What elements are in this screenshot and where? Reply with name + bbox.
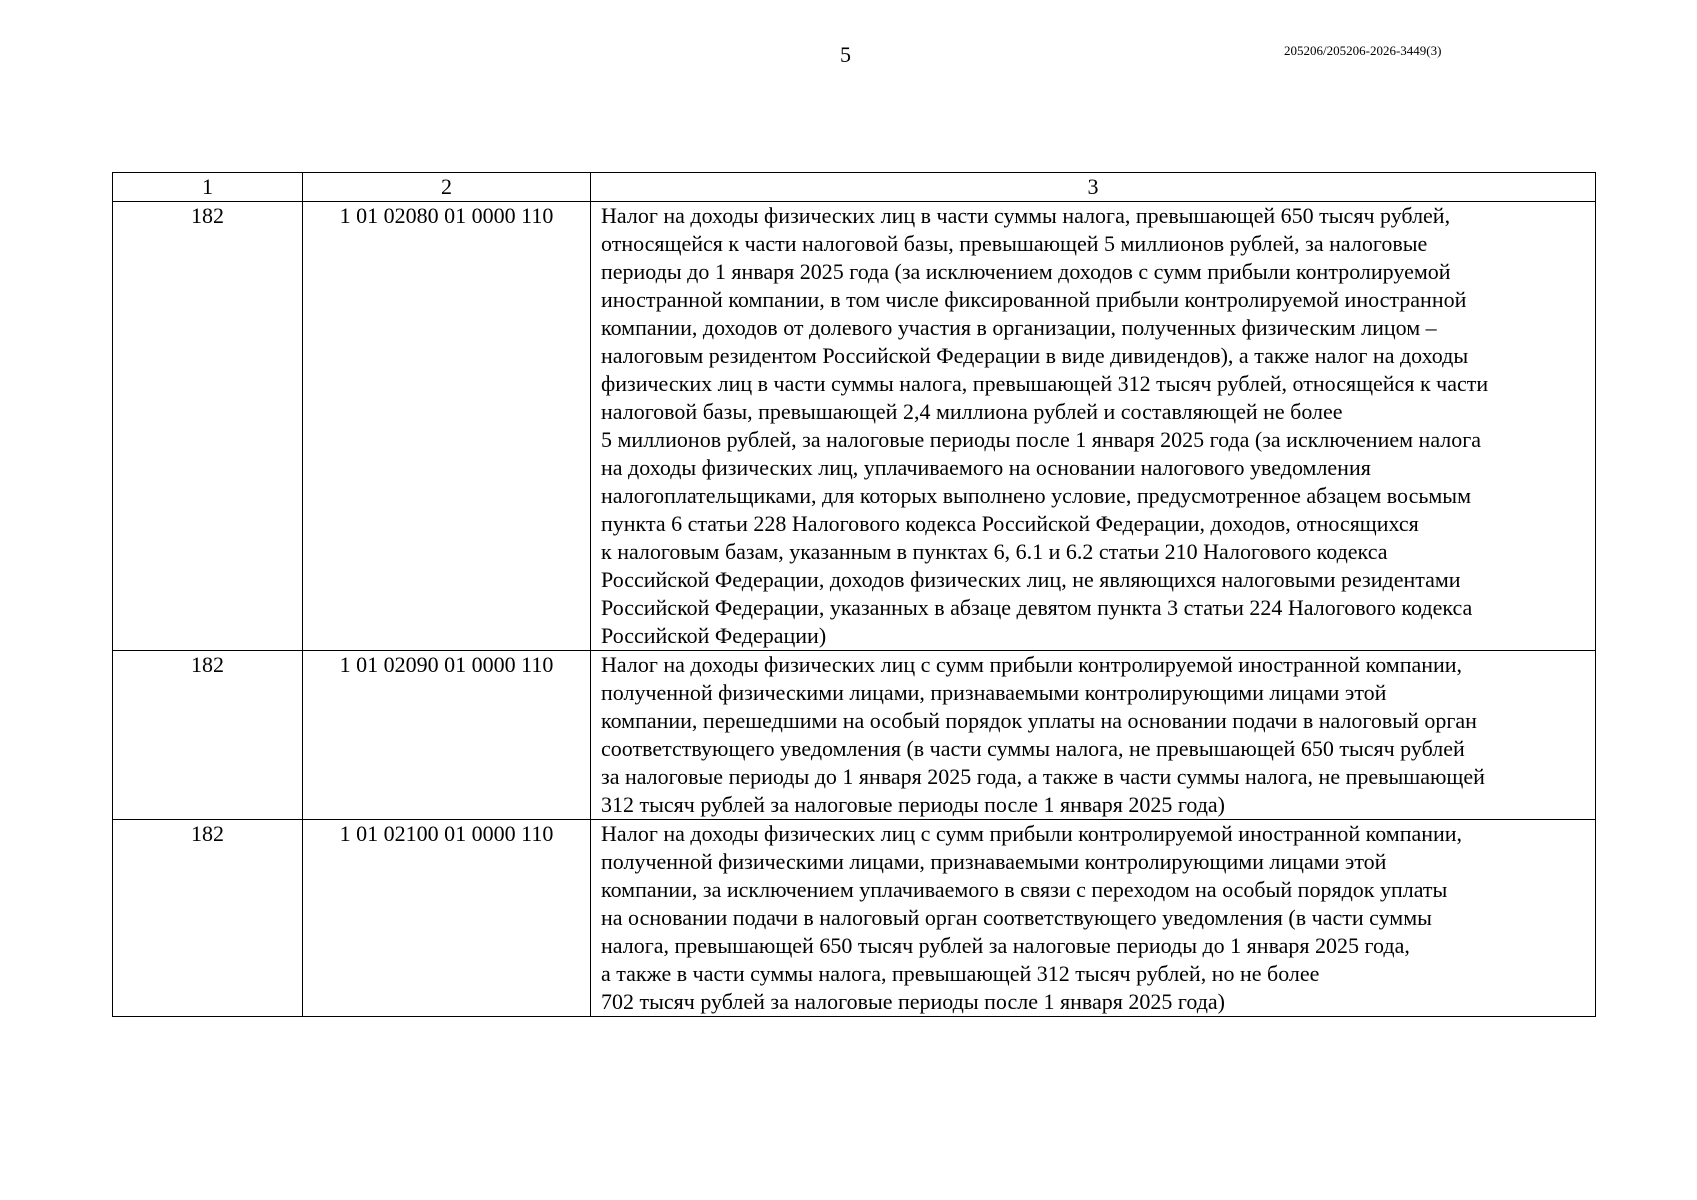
description-line: Российской Федерации, доходов физических лиц, не являющихся налоговыми резидентами	[601, 567, 1461, 592]
table-row	[113, 651, 1596, 820]
table-row	[113, 202, 1596, 651]
description-line: иностранной компании, в том числе фиксированной прибыли контролируемой иностранной	[601, 287, 1467, 312]
description-line: к налоговым базам, указанным в пунктах 6, 6.1 и 6.2 статьи 210 Налогового кодекса	[601, 539, 1388, 564]
kbk-code-cell: 1 01 02100 01 0000 110	[303, 820, 591, 1017]
description-cell	[591, 820, 1596, 1017]
description-line: Налог на доходы физических лиц с сумм прибыли контролируемой иностранной компании,	[601, 652, 1463, 677]
description-line: 702 тысяч рублей за налоговые периоды после 1 января 2025 года)	[601, 989, 1225, 1014]
description-line: полученной физическими лицами, признаваемыми контролирующими лицами этой	[601, 680, 1387, 705]
description-line: Налог на доходы физических лиц с сумм прибыли контролируемой иностранной компании,	[601, 821, 1463, 846]
description-line: на доходы физических лиц, уплачиваемого на основании налогового уведомления	[601, 455, 1371, 480]
description-line: физических лиц в части суммы налога, превышающей 312 тысяч рублей, относящейся к части	[601, 371, 1489, 396]
description-line: за налоговые периоды до 1 января 2025 года, а также в части суммы налога, не превышающей	[601, 764, 1485, 789]
budget-codes-table	[112, 172, 1596, 1017]
description-line: пункта 6 статьи 228 Налогового кодекса Российской Федерации, доходов, относящихся	[601, 511, 1419, 536]
description-line: компании, доходов от долевого участия в организации, полученных физическим лицом –	[601, 315, 1437, 340]
admin-code-cell: 182	[113, 202, 303, 651]
description-line: полученной физическими лицами, признаваемыми контролирующими лицами этой	[601, 849, 1387, 874]
description-line: налога, превышающей 650 тысяч рублей за налоговые периоды до 1 января 2025 года,	[601, 933, 1410, 958]
description-line: 5 миллионов рублей, за налоговые периоды после 1 января 2025 года (за исключением налога	[601, 427, 1482, 452]
description-line: компании, за исключением уплачиваемого в связи с переходом на особый порядок уплаты	[601, 877, 1448, 902]
description-line: относящейся к части налоговой базы, превышающей 5 миллионов рублей, за налоговые	[601, 231, 1428, 256]
column-number-3: 3	[591, 173, 1596, 202]
description-line: 312 тысяч рублей за налоговые периоды после 1 января 2025 года)	[601, 792, 1225, 817]
admin-code-cell: 182	[113, 651, 303, 820]
document-id: 205206/205206-2026-3449(3)	[1284, 43, 1442, 58]
description-line: Налог на доходы физических лиц в части суммы налога, превышающей 650 тысяч рублей,	[601, 203, 1451, 228]
description-line: Российской Федерации, указанных в абзаце девятом пункта 3 статьи 224 Налогового кодекса	[601, 595, 1473, 620]
kbk-code-cell: 1 01 02090 01 0000 110	[303, 651, 591, 820]
table-header-row	[113, 173, 1596, 202]
page-number: 5	[840, 42, 851, 67]
description-cell	[591, 202, 1596, 651]
description-line: налоговой базы, превышающей 2,4 миллиона рублей и составляющей не более	[601, 399, 1343, 424]
kbk-code-cell: 1 01 02080 01 0000 110	[303, 202, 591, 651]
column-number-2: 2	[303, 173, 591, 202]
description-line: периоды до 1 января 2025 года (за исключением доходов с сумм прибыли контролируемой	[601, 259, 1451, 284]
description-cell	[591, 651, 1596, 820]
description-line: соответствующего уведомления (в части суммы налога, не превышающей 650 тысяч рублей	[601, 736, 1465, 761]
description-line: налогоплательщиками, для которых выполнено условие, предусмотренное абзацем восьмым	[601, 483, 1471, 508]
description-line: налоговым резидентом Российской Федерации в виде дивидендов), а также налог на доходы	[601, 343, 1469, 368]
admin-code-cell: 182	[113, 820, 303, 1017]
table-row	[113, 820, 1596, 1017]
description-line: Российской Федерации)	[601, 623, 827, 648]
description-line: а также в части суммы налога, превышающей 312 тысяч рублей, но не более	[601, 961, 1320, 986]
column-number-1: 1	[113, 173, 303, 202]
description-line: компании, перешедшими на особый порядок уплаты на основании подачи в налоговый орган	[601, 708, 1477, 733]
description-line: на основании подачи в налоговый орган соответствующего уведомления (в части суммы	[601, 905, 1432, 930]
